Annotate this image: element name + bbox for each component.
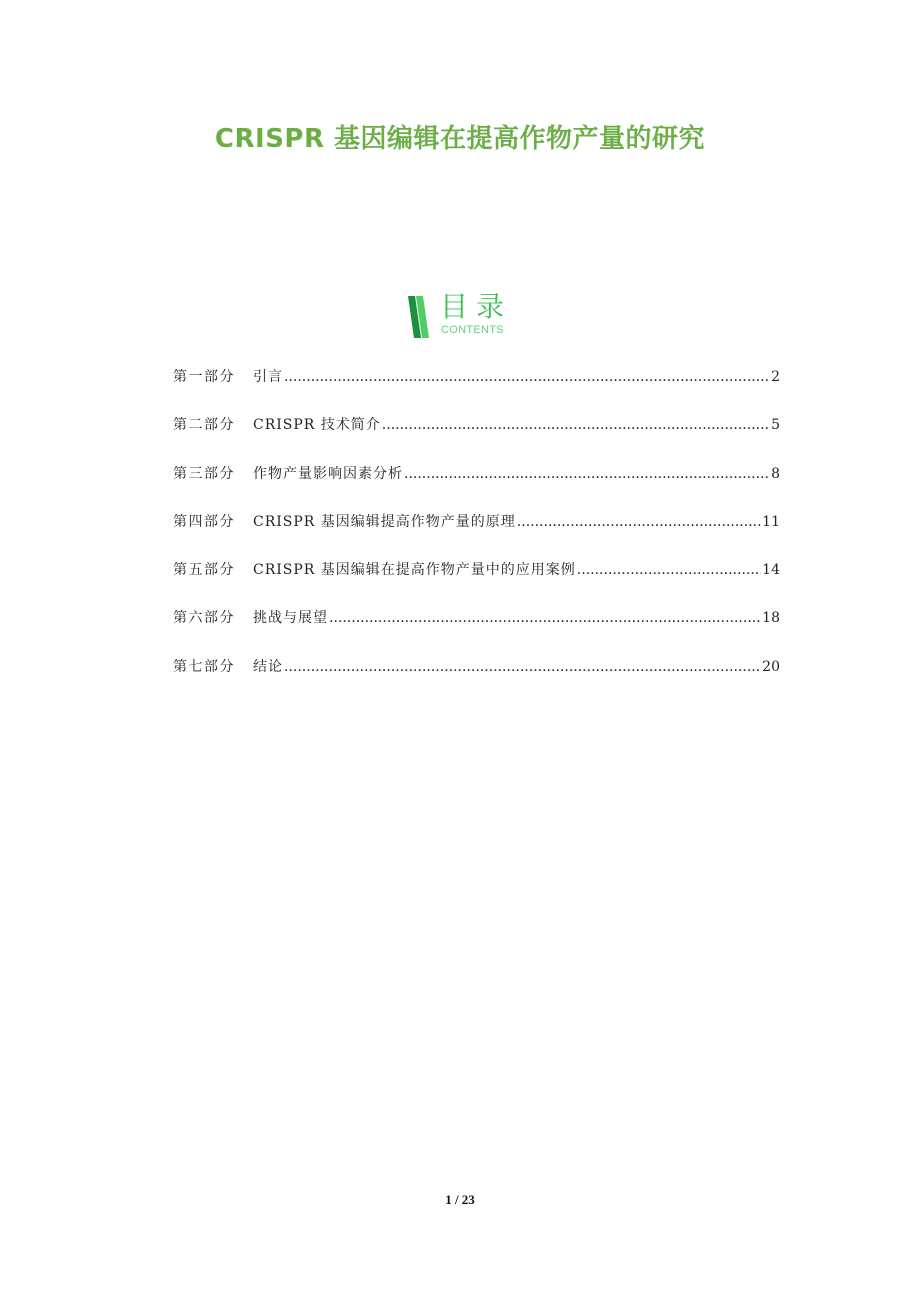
page-number: 1 / 23 [445, 1192, 475, 1207]
document-title: CRISPR 基因编辑在提高作物产量的研究 [214, 124, 706, 154]
toc-entry-title: 引言 [253, 369, 283, 385]
toc-entry-title: CRISPR 基因编辑在提高作物产量中的应用案例 [253, 562, 576, 579]
toc-entry-page: 2 [771, 369, 780, 385]
toc-subheading: CONTENTS [441, 324, 504, 336]
toc-entry-title: CRISPR 技术简介 [253, 417, 381, 434]
toc-entry-page: 5 [771, 417, 780, 434]
toc-entry-page: 11 [762, 513, 780, 530]
toc-entry[interactable] [173, 607, 780, 655]
toc-entry-title: 结论 [253, 658, 283, 675]
toc-entry-page: 14 [762, 562, 780, 579]
toc-leader-dots [577, 559, 761, 581]
toc-entry-page: 20 [762, 658, 780, 675]
toc-heading: 目录 [440, 290, 513, 323]
toc-leader-dots [404, 463, 770, 485]
toc-accent-icon [406, 296, 430, 338]
toc-entry[interactable] [173, 559, 780, 607]
toc-entry[interactable] [173, 414, 780, 462]
toc-entry-part: 第六部分 [173, 610, 235, 627]
table-of-contents [173, 366, 780, 704]
toc-entry-part: 第四部分 [173, 513, 235, 530]
toc-entry-part: 第三部分 [173, 465, 235, 482]
toc-leader-dots [329, 607, 761, 629]
toc-entry[interactable] [173, 656, 780, 704]
toc-leader-dots [382, 414, 770, 436]
toc-entry-page: 8 [771, 465, 780, 482]
toc-leader-dots [284, 656, 761, 678]
toc-entry[interactable] [173, 463, 780, 511]
toc-header [406, 290, 536, 340]
toc-entry-part: 第五部分 [173, 562, 235, 579]
toc-entry-part: 第七部分 [173, 658, 235, 675]
toc-entry[interactable] [173, 511, 780, 559]
toc-entry[interactable] [173, 366, 780, 414]
toc-leader-dots [284, 366, 770, 388]
toc-leader-dots [517, 511, 761, 533]
toc-entry-part: 第一部分 [173, 369, 235, 385]
toc-entry-title: 作物产量影响因素分析 [253, 465, 403, 482]
toc-entry-title: CRISPR 基因编辑提高作物产量的原理 [253, 513, 516, 530]
toc-entry-title: 挑战与展望 [253, 610, 328, 627]
toc-entry-part: 第二部分 [173, 417, 235, 434]
toc-entry-page: 18 [762, 610, 780, 627]
